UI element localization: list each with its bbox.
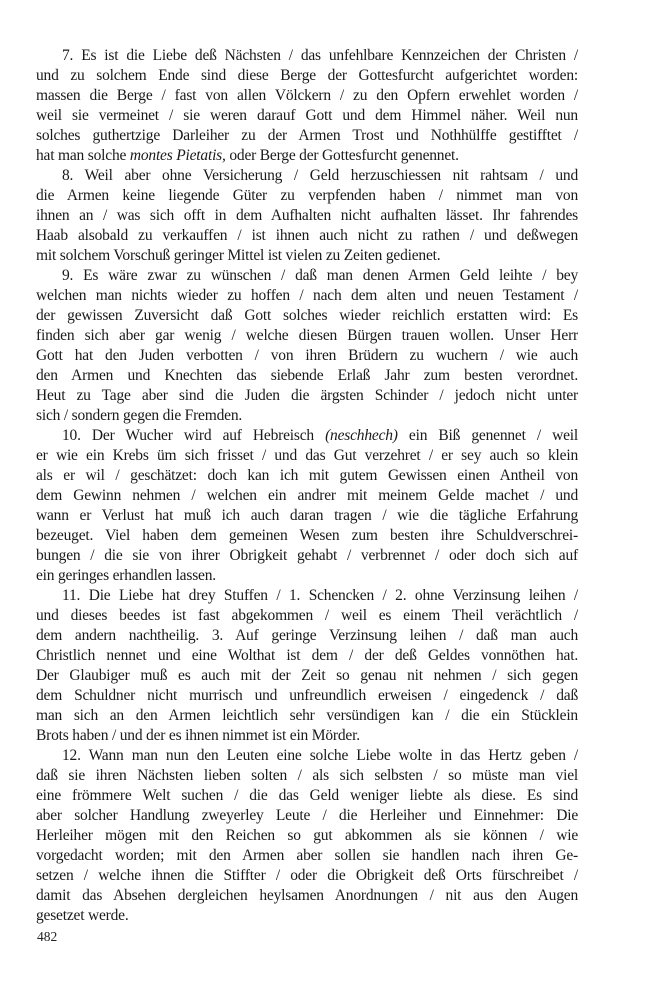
text-line [36,266,578,286]
text-segment: die Armen keine liegende Güter zu verpfenden haben / nimmet man von [36,187,578,204]
text-segment: Der Glaubiger muß es auch mit der Zeit so genau nit nehmen / sich gegen [36,667,578,684]
text-segment: 8. Weil aber ohne Versicherung / Geld herzuschiessen nit rahtsam / und [62,167,578,184]
page-text-block [36,46,578,926]
text-segment: den Armen und Knechten das siebende Erlaß Jahr zum besten verordnet. [36,367,578,384]
text-line [36,326,578,346]
page-number: 482 [37,929,58,944]
text-segment: Herleiher mögen mit den Reichen so gut abkommen als sie können / wie [36,827,578,844]
text-line [36,86,578,106]
text-segment: 9. Es wäre zwar zu wünschen / daß man denen Armen Geld leihte / bey [62,267,578,284]
text-line [36,586,578,606]
text-line [36,66,578,86]
text-line [36,306,578,326]
text-segment: der gewissen Zuversicht daß Gott solches wieder reichlich erstatten wird: Es [36,307,578,324]
text-line [36,426,578,446]
text-segment: oder Berge der Gottesfurcht genennet. [225,147,459,164]
text-segment: aber solcher Handlung zweyerley Leute / die Herleiher und Einnehmer: Die [36,807,578,824]
text-line [36,626,578,646]
text-segment: ein geringes erhandlen lassen. [36,567,216,584]
text-segment: finden sich aber gar wenig / welche diesen Bürgen trauen wollen. Unser Herr [36,327,578,344]
italic-text-segment: montes Pietatis, [129,147,226,164]
text-segment: er wie ein Krebs üm sich frisset / und das Gut verzehret / er sey auch so klein [36,447,578,464]
text-line [36,546,578,566]
paragraph [36,426,578,586]
text-line [36,846,578,866]
text-line [36,186,578,206]
text-line [36,686,578,706]
text-segment: vorgedacht worden; mit den Armen aber sollen sie handlen nach ihren Ge- [36,847,578,864]
text-segment: 10. Der Wucher wird auf Hebreisch [62,427,326,444]
text-segment: ihnen an / was sich offt in dem Aufhalten nicht aufhalten lässet. Ihr fahrendes [36,207,578,224]
text-segment: ein Biß genennet / weil [397,427,578,444]
text-line [36,746,578,766]
text-line [36,46,578,66]
text-line [36,506,578,526]
text-line [36,886,578,906]
text-segment: wann er Verlust hat muß ich auch daran tragen / wie die tägliche Erfahrung [36,507,578,524]
text-line [36,126,578,146]
text-segment: dem Gewinn nehmen / welchen ein andrer mit meinem Gelde machet / und [36,487,578,504]
text-line [36,706,578,726]
text-line [36,826,578,846]
text-line [36,486,578,506]
text-segment: bungen / die sie von ihrer Obrigkeit gehabt / verbrennet / oder doch sich auf [36,547,578,564]
text-segment: sich / sondern gegen die Fremden. [36,407,243,424]
text-segment: 12. Wann man nun den Leuten eine solche Liebe wolte in das Hertz geben / [62,747,578,764]
text-segment: hat man solche [36,147,130,164]
text-segment: und dieses beedes ist fast abgekommen / weil es einem Theil verächtlich / [36,607,578,624]
text-line [36,766,578,786]
text-line [36,666,578,686]
text-line [36,386,578,406]
text-segment: setzen / welche ihnen die Stiffter / oder die Obrigkeit deß Orts fürschreibet / [36,867,578,884]
text-segment: Gott hat den Juden verbotten / von ihren Brüdern zu wuchern / wie auch [36,347,578,364]
paragraph [36,586,578,746]
paragraph [36,46,578,166]
text-segment: und zu solchem Ende sind diese Berge der Gottesfurcht aufgerichtet worden: [36,67,578,84]
text-segment: weil sie vermeinet / sie weren darauf Gott und dem Himmel näher. Weil nun [36,107,578,124]
text-line [36,146,578,166]
text-segment: Haab alsobald zu verkauffen / ist ihnen auch nicht zu rathen / und deßwegen [36,227,578,244]
text-segment: Heut zu Tage aber sind die Juden die ärgsten Schinder / jedoch nicht unter [36,387,578,404]
text-line [36,786,578,806]
text-line [36,866,578,886]
text-segment: dem andern nachtheilig. 3. Auf geringe Verzinsung leihen / daß man auch [36,627,578,644]
text-line [36,726,578,746]
text-line [36,466,578,486]
text-segment: daß sie ihren Nächsten lieben solten / als sich selbsten / so müste man viel [36,767,578,784]
text-line [36,286,578,306]
text-segment: bezeuget. Viel haben dem gemeinen Wesen zum besten ihre Schuldverschrei- [36,527,578,544]
text-line [36,806,578,826]
text-segment: 11. Die Liebe hat drey Stuffen / 1. Schencken / 2. ohne Verzinsung leihen / [62,587,578,604]
text-segment: man sich an den Armen leichtlich sehr versündigen kan / die ein Stücklein [36,707,578,724]
text-line [36,206,578,226]
paragraph [36,266,578,426]
text-segment: damit das Absehen dergleichen heylsamen Anordnungen / nit aus den Augen [36,887,578,904]
text-line [36,106,578,126]
text-segment: Christlich nennet und eine Wolthat ist dem / der deß Geldes vonnöthen hat. [36,647,578,664]
text-line [36,646,578,666]
text-line [36,226,578,246]
text-segment: 7. Es ist die Liebe deß Nächsten / das unfehlbare Kennzeichen der Christen / [62,47,578,64]
text-line [36,346,578,366]
text-line [36,566,578,586]
text-segment: dem Schuldner nicht murrisch und unfreundlich erweisen / eingedenck / daß [36,687,578,704]
paragraph [36,166,578,266]
text-line [36,246,578,266]
text-line [36,526,578,546]
text-segment: gesetzet werde. [36,907,129,924]
paragraph [36,746,578,926]
text-segment: als er wil / geschätzet: doch kan ich mit gutem Gewissen einen Antheil von [36,467,578,484]
text-segment: solches guthertzige Darleiher zu der Armen Trost und Nothhülffe gestifftet / [36,127,578,144]
text-line [36,166,578,186]
text-line [36,906,578,926]
text-segment: Brots haben / und der es ihnen nimmet ist ein Mörder. [36,727,360,744]
text-line [36,406,578,426]
text-segment: massen die Berge / fast von allen Völckern / zu den Opfern erwehlet worden / [36,87,578,104]
text-line [36,606,578,626]
text-line [36,446,578,466]
text-segment: mit solchem Vorschuß geringer Mittel ist vielen zu Zeiten gedienet. [36,247,441,264]
text-line [36,366,578,386]
text-segment: welchen man nichts wieder zu hoffen / nach dem alten und neuen Testament / [36,287,578,304]
italic-text-segment: (neschhech) [325,427,398,444]
text-segment: eine frömmere Welt suchen / die das Geld weniger liebte als diese. Es sind [36,787,578,804]
